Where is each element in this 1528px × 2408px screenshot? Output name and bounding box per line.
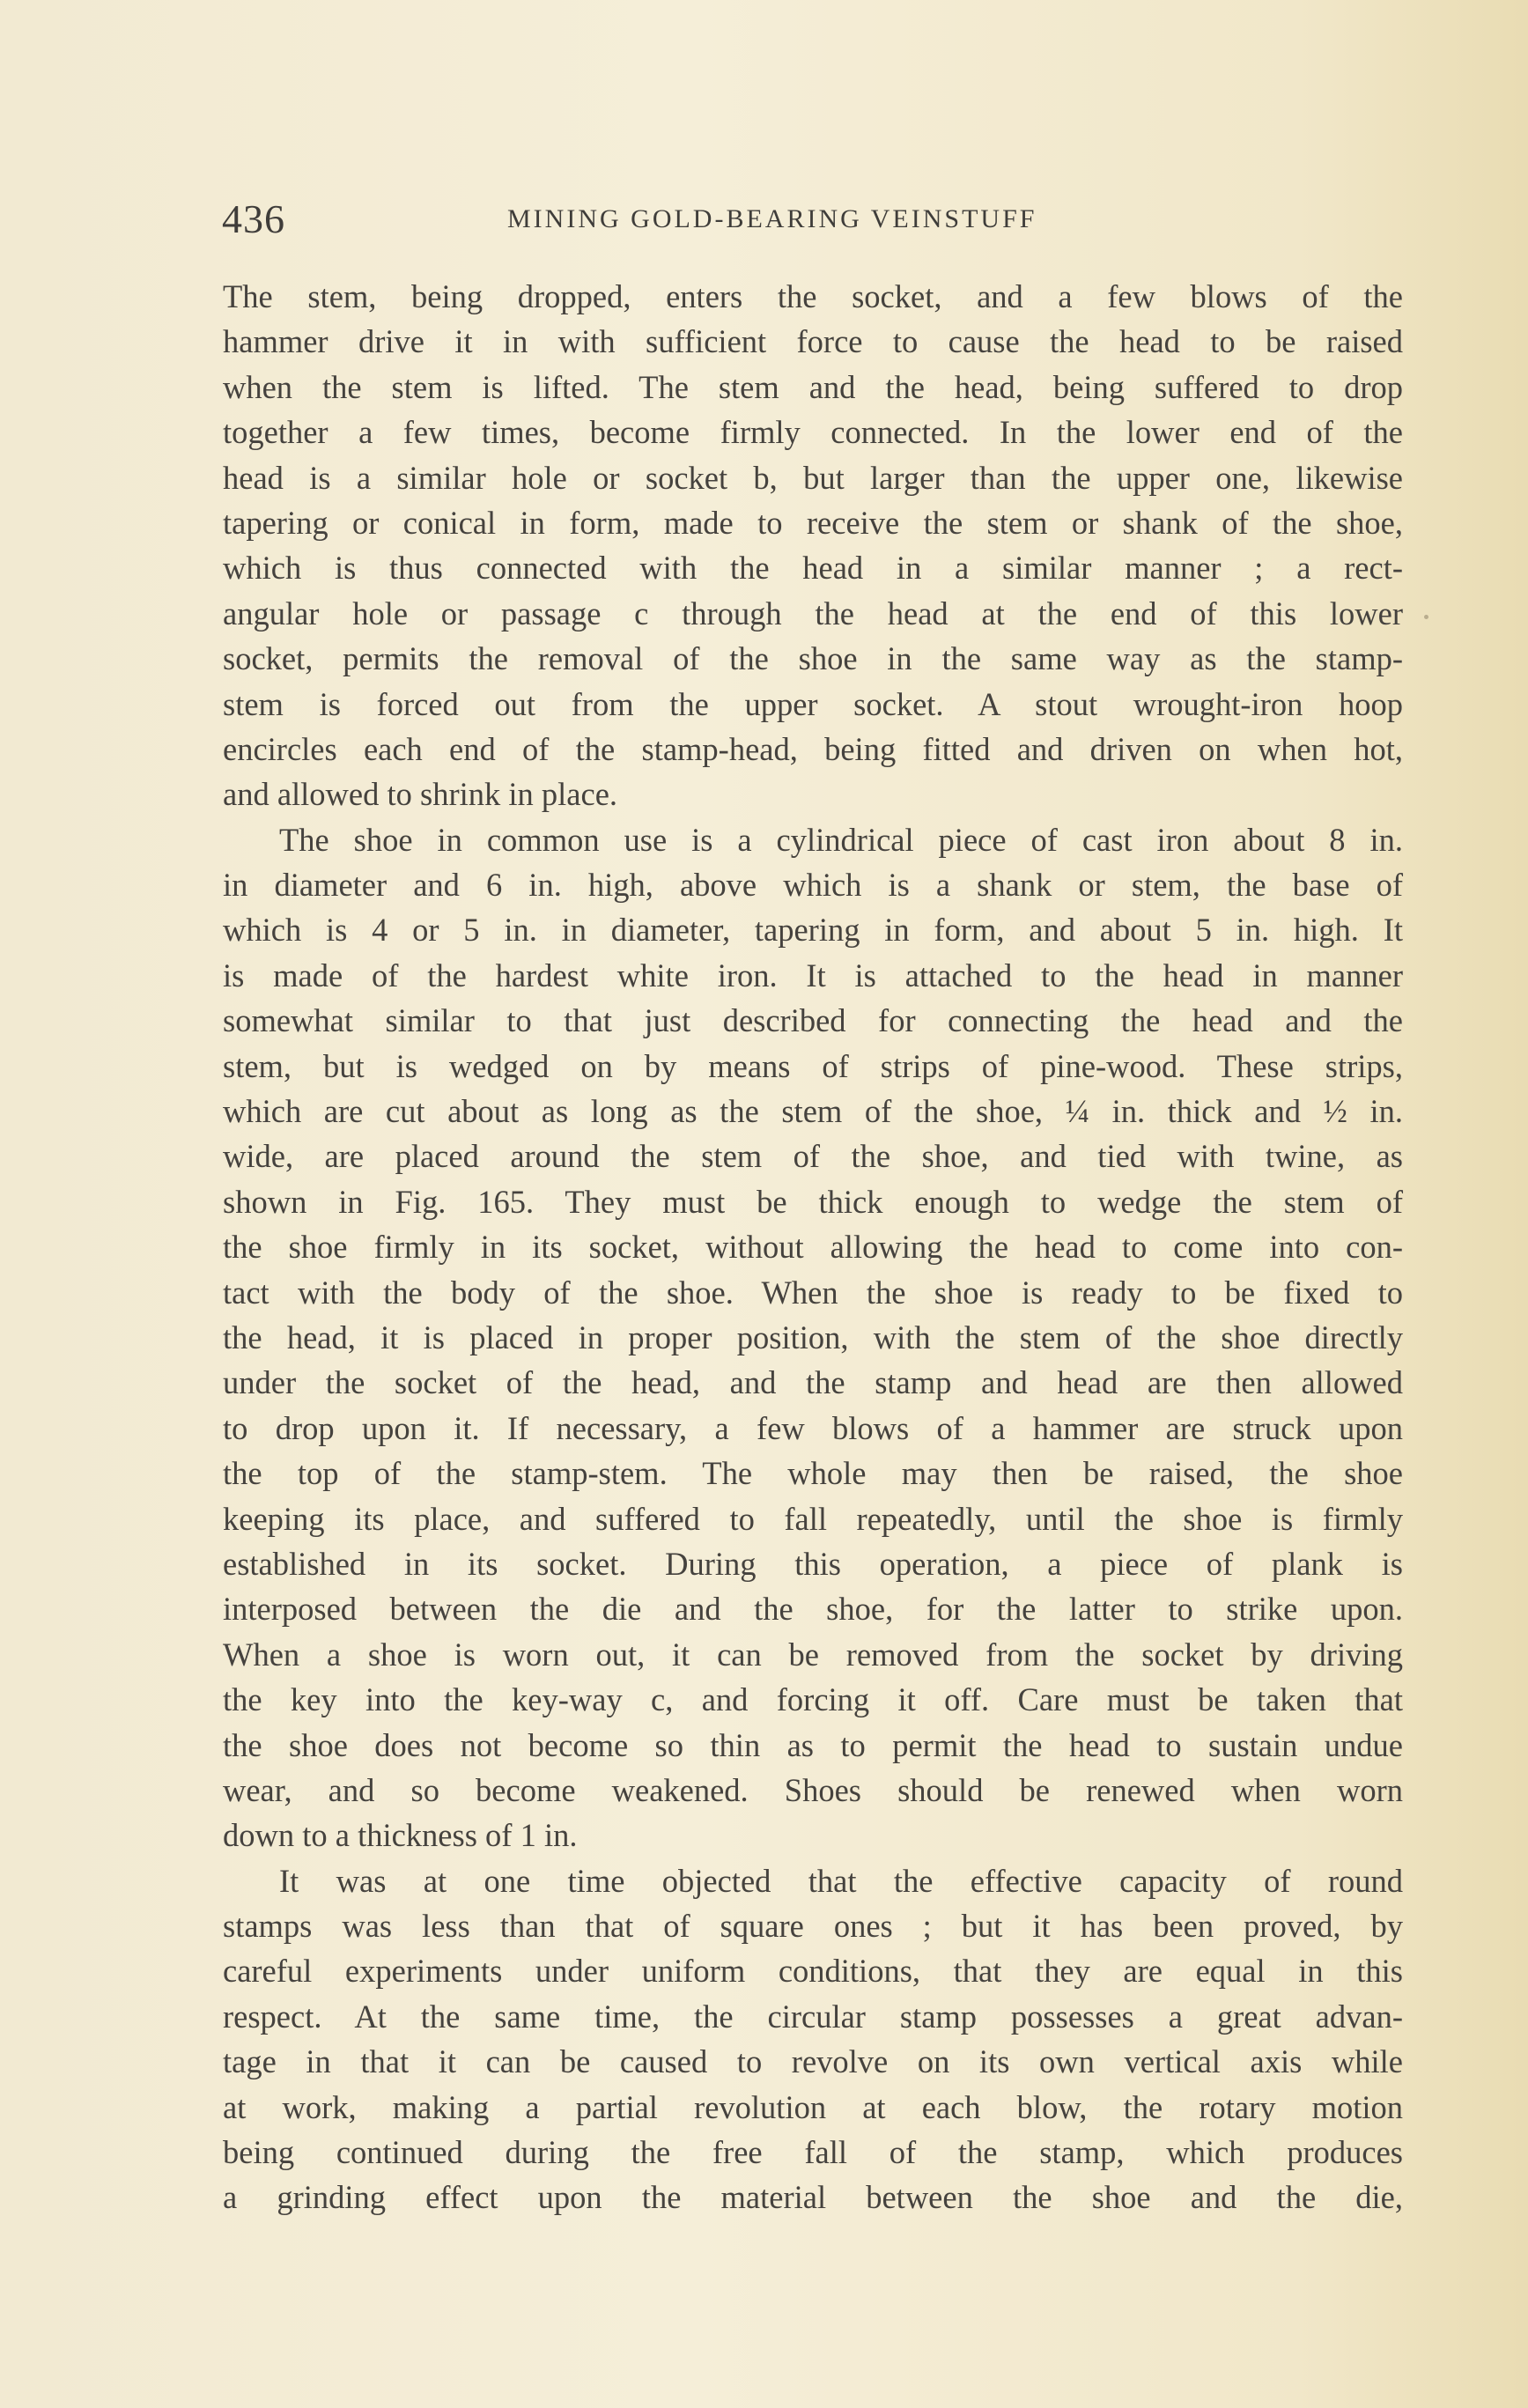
text-line: under the socket of the head, and the stamp and head are then allowed [223,1364,1403,1401]
text-line: shown in Fig. 165. They must be thick enough to wedge the stem of [223,1183,1403,1220]
text-line: respect. At the same time, the circular stamp possesses a great advan- [223,1998,1403,2035]
text-line: tage in that it can be caused to revolve on its own vertical axis while [223,2043,1403,2080]
text-line: the head, it is placed in proper position, with the stem of the shoe directly [223,1318,1403,1355]
text-line: the key into the key-way c, and forcing it off. Care must be taken that [223,1681,1403,1718]
page-number: 436 [222,196,285,241]
text-line: hammer drive it in with sufficient force to cause the head to be raised [223,323,1403,360]
text-line: which are cut about as long as the stem of the shoe, ¼ in. thick and ½ in. [223,1093,1403,1130]
text-line: somewhat similar to that just described for connecting the head and the [223,1002,1403,1039]
text-line: together a few times, become firmly connected. In the lower end of the [223,414,1403,451]
text-line: The shoe in common use is a cylindrical piece of cast iron about 8 in. [279,821,1403,858]
text-line: and allowed to shrink in place. [223,776,618,813]
text-line: which is 4 or 5 in. in diameter, tapering in form, and about 5 in. high. It [223,912,1403,949]
paper-speck [1424,615,1428,619]
text-line: the top of the stamp-stem. The whole may then be raised, the shoe [223,1455,1403,1492]
text-line: head is a similar hole or socket b, but larger than the upper one, likewise [223,459,1403,496]
text-line: wide, are placed around the stem of the shoe, and tied with twine, as [223,1138,1403,1175]
text-line: the shoe firmly in its socket, without allowing the head to come into con- [223,1229,1403,1266]
text-line: stamps was less than that of square ones ; but it has been proved, by [223,1908,1403,1945]
text-line: is made of the hardest white iron. It is attached to the head in manner [223,957,1403,993]
text-line: stem, but is wedged on by means of strips of pine-wood. These strips, [223,1047,1403,1084]
text-line: the shoe does not become so thin as to permit the head to sustain undue [223,1726,1403,1763]
text-line: tact with the body of the shoe. When the shoe is ready to be fixed to [223,1274,1403,1311]
text-line: wear, and so become weakened. Shoes should be renewed when worn [223,1771,1403,1808]
text-line: socket, permits the removal of the shoe in the same way as the stamp- [223,640,1403,677]
text-line: interposed between the die and the shoe, for the latter to strike upon. [223,1591,1403,1628]
body-text [223,274,1403,2220]
text-line: at work, making a partial revolution at each blow, the rotary motion [223,2088,1403,2125]
text-line: The stem, being dropped, enters the socket, and a few blows of the [223,278,1403,314]
text-line: When a shoe is worn out, it can be removed from the socket by driving [223,1636,1403,1673]
text-line: when the stem is lifted. The stem and the head, being suffered to drop [223,368,1403,405]
text-line: being continued during the free fall of the stamp, which produces [223,2134,1403,2171]
text-line: in diameter and 6 in. high, above which is a shank or stem, the base of [223,867,1403,904]
text-line: which is thus connected with the head in a similar manner ; a rect- [223,550,1403,587]
text-line: tapering or conical in form, made to receive the stem or shank of the shoe, [223,504,1403,541]
text-line: encircles each end of the stamp-head, being fitted and driven on when hot, [223,730,1403,767]
text-line: angular hole or passage c through the head at the end of this lower [223,595,1403,632]
page-header [222,196,1402,248]
text-line: stem is forced out from the upper socket. A stout wrought-iron hoop [223,685,1403,722]
text-line: It was at one time objected that the effective capacity of round [279,1862,1403,1899]
running-title: MINING GOLD-BEARING VEINSTUFF [507,204,1037,233]
text-line: careful experiments under uniform conditions, that they are equal in this [223,1953,1403,1990]
text-line: down to a thickness of 1 in. [223,1817,578,1854]
text-line: keeping its place, and suffered to fall repeatedly, until the shoe is firmly [223,1500,1403,1537]
text-line: a grinding effect upon the material between the shoe and the die, [223,2179,1403,2216]
text-line: to drop upon it. If necessary, a few blows of a hammer are struck upon [223,1409,1403,1446]
text-line: established in its socket. During this operation, a piece of plank is [223,1545,1403,1582]
